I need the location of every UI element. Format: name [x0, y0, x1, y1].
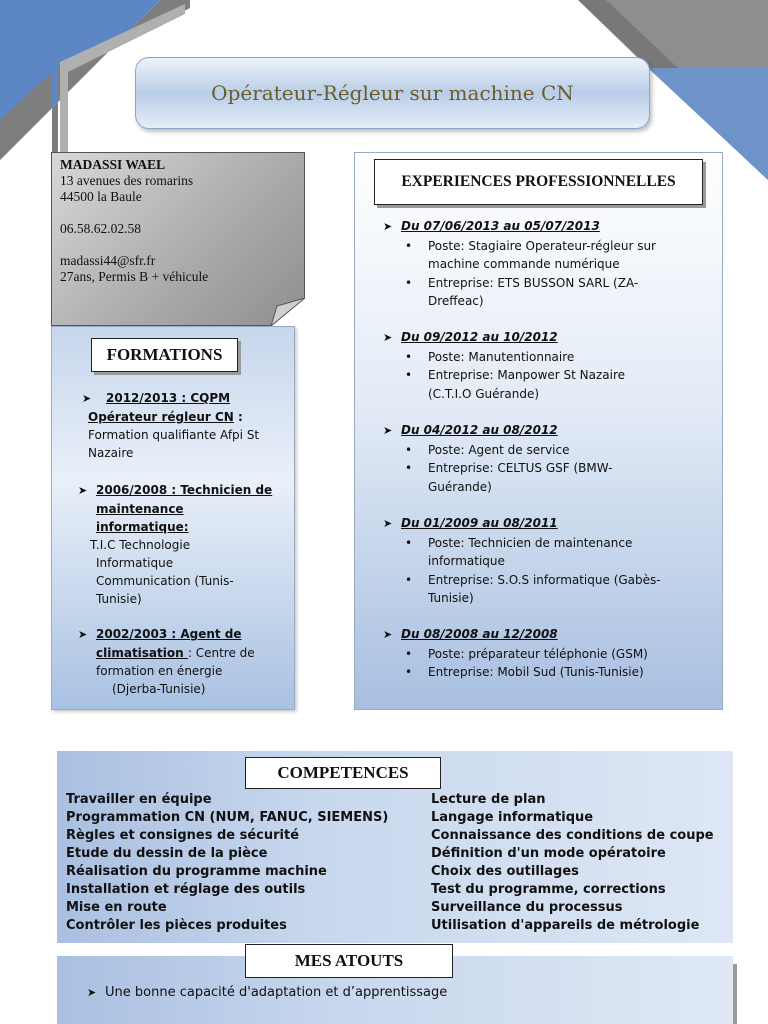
list-item: Surveillance du processus: [431, 900, 623, 915]
formations-section: [51, 326, 295, 710]
experience-item-2: ➤ Du 09/2012 au 10/2012 • Poste: Manutentionnaire • Entreprise: Manpower St Nazaire (C.T.I.O Guérande): [383, 328, 713, 403]
formation-item-1: ➤ 2012/2013 : CQPM Opérateur régleur CN : Formation qualifiante Afpi St Nazaire: [82, 391, 260, 460]
experience-entreprise: • Entreprise: ETS BUSSON SARL (ZA-: [383, 274, 713, 293]
list-item: Choix des outillages: [431, 864, 579, 879]
experience-poste: • Poste: Technicien de maintenance: [383, 534, 713, 553]
list-item: Mise en route: [66, 900, 167, 915]
list-item: Utilisation d'appareils de métrologie: [431, 918, 700, 933]
arrow-bullet-icon: ➤: [383, 424, 393, 437]
formations-heading: FORMATIONS: [91, 338, 238, 372]
arrow-bullet-icon: ➤: [78, 484, 88, 497]
competences-right-list: [431, 791, 714, 935]
list-item: Connaissance des conditions de coupe: [431, 828, 714, 843]
arrow-bullet-icon: ➤: [78, 628, 88, 641]
contact-card: [51, 152, 305, 326]
contact-phone: 06.58.62.02.58: [60, 221, 141, 236]
arrow-bullet-icon: ➤: [383, 628, 393, 641]
list-item: Travailler en équipe: [66, 792, 212, 807]
arrow-bullet-icon: ➤: [87, 986, 97, 999]
arrow-bullet-icon: ➤: [383, 220, 393, 233]
formation-item-2: ➤ 2006/2008 : Technicien de maintenance informatique: T.I.C Technologie Informatique Communication (Tunis- Tunisie): [78, 483, 273, 606]
list-item: Lecture de plan: [431, 792, 546, 807]
experiences-heading: EXPERIENCES PROFESSIONNELLES: [374, 159, 703, 205]
list-item: Contrôler les pièces produites: [66, 918, 287, 933]
atouts-heading: MES ATOUTS: [245, 944, 453, 978]
list-item: Réalisation du programme machine: [66, 864, 327, 879]
experience-poste: • Poste: préparateur téléphonie (GSM): [383, 645, 713, 664]
experience-poste: • Poste: Stagiaire Operateur-régleur sur: [383, 237, 713, 256]
arrow-bullet-icon: ➤: [383, 517, 393, 530]
list-item: Etude du dessin de la pièce: [66, 846, 268, 861]
list-item: Installation et réglage des outils: [66, 882, 306, 897]
page-title: Opérateur-Régleur sur machine CN: [211, 81, 574, 105]
competences-heading: COMPETENCES: [245, 757, 441, 789]
arrow-bullet-icon: ➤: [383, 331, 393, 344]
experience-item-4: ➤ Du 01/2009 au 08/2011 • Poste: Technicien de maintenance informatique • Entreprise: S.O.S informatique (Gabès- Tunisie): [383, 514, 713, 608]
experiences-section: [354, 152, 723, 710]
atout-item: ➤ Une bonne capacité d'adaptation et d’apprentissage: [87, 985, 448, 1000]
experience-entreprise: • Entreprise: S.O.S informatique (Gabès-: [383, 571, 713, 590]
experience-entreprise: • Entreprise: Mobil Sud (Tunis-Tunisie): [383, 663, 713, 682]
title-banner: [135, 57, 650, 129]
list-item: Définition d'un mode opératoire: [431, 846, 666, 861]
list-item: Programmation CN (NUM, FANUC, SIEMENS): [66, 810, 389, 825]
experience-item-1: ➤ Du 07/06/2013 au 05/07/2013 • Poste: Stagiaire Operateur-régleur sur machine commande numérique • Entreprise: ETS BUSSON SARL (ZA- Dreffeac): [383, 217, 713, 311]
contact-name: MADASSI WAEL: [60, 157, 166, 172]
contact-address-line1: 13 avenues des romarins: [60, 173, 194, 188]
list-item: Règles et consignes de sécurité: [66, 828, 300, 843]
arrow-bullet-icon: ➤: [82, 392, 92, 405]
list-item: Langage informatique: [431, 810, 594, 825]
competences-left-list: [66, 791, 388, 935]
atouts-section: [57, 951, 733, 1024]
page-fold-icon: [271, 298, 305, 326]
experience-poste: • Poste: Manutentionnaire: [383, 348, 713, 367]
contact-email: madassi44@sfr.fr: [60, 253, 156, 268]
formation-item-3: ➤ 2002/2003 : Agent de climatisation : Centre de formation en énergie (Djerba-Tunisie): [78, 627, 255, 696]
list-item: Test du programme, corrections: [431, 882, 666, 897]
contact-address-line2: 44500 la Baule: [60, 189, 142, 204]
experience-entreprise: • Entreprise: Manpower St Nazaire: [383, 366, 713, 385]
experience-item-3: ➤ Du 04/2012 au 08/2012 • Poste: Agent de service • Entreprise: CELTUS GSF (BMW- Guérande): [383, 421, 713, 496]
experience-poste: • Poste: Agent de service: [383, 441, 713, 460]
competences-section: [57, 751, 733, 943]
experience-item-5: ➤ Du 08/2008 au 12/2008 • Poste: préparateur téléphonie (GSM) • Entreprise: Mobil Sud (Tunis-Tunisie): [383, 625, 713, 682]
contact-info: 27ans, Permis B + véhicule: [60, 269, 209, 284]
experience-entreprise: • Entreprise: CELTUS GSF (BMW-: [383, 459, 713, 478]
